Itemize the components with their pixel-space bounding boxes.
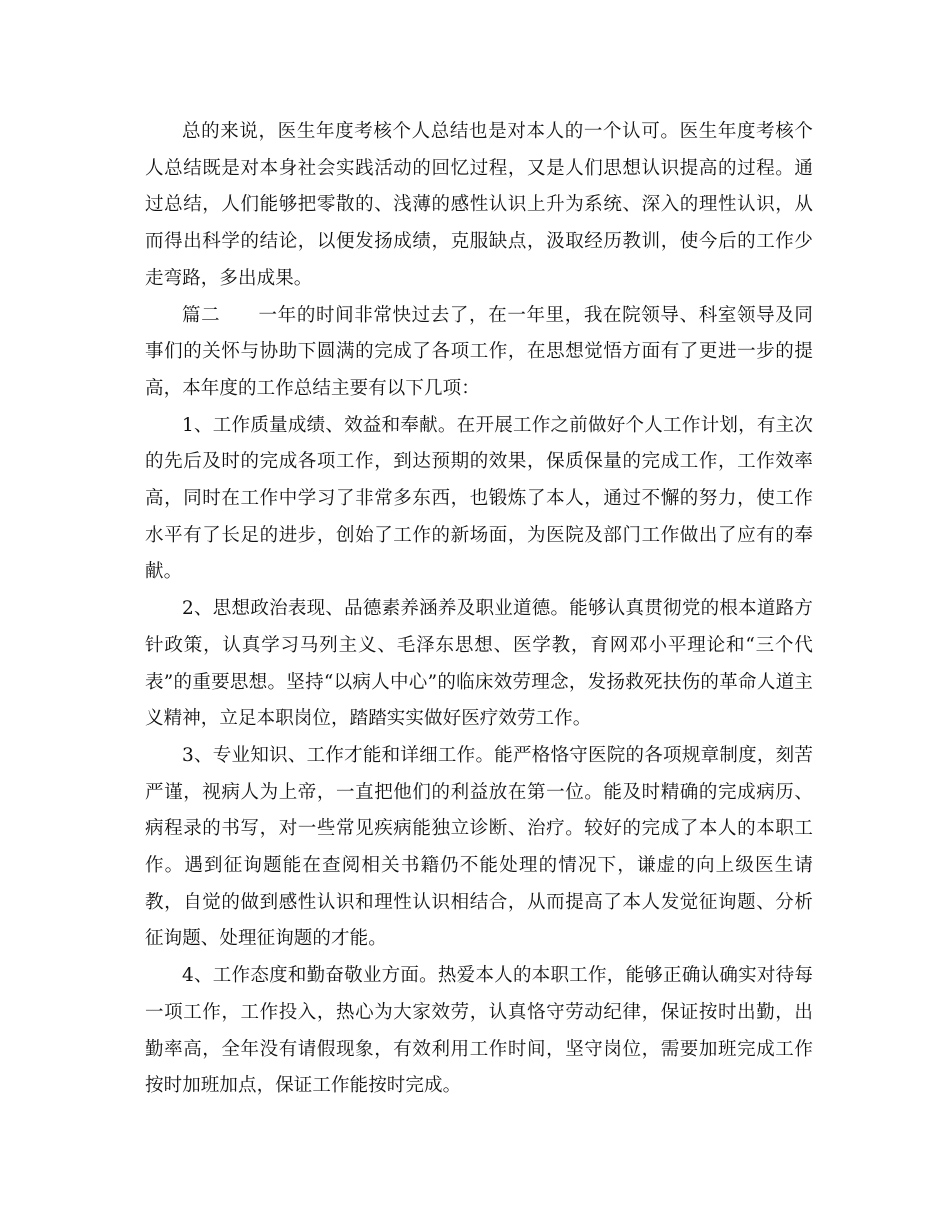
paragraph-item-4: 4、工作态度和勤奋敬业方面。热爱本人的本职工作，能够正确认确实对待每一项工作，工作投入，热心为大家效劳，认真恪守劳动纪律，保证按时出勤，出勤率高，全年没有请假现象，有效利用工作时间，坚守岗位，需要加班完成工作按时加班加点，保证工作能按时完成。: [145, 965, 813, 1097]
paragraph-part-two-intro: 篇二 一年的时间非常快过去了，在一年里，我在院领导、科室领导及同事们的关怀与协助下圆满的完成了各项工作，在思想觉悟方面有了更进一步的提高，本年度的工作总结主要有以下几项：: [145, 304, 813, 399]
paragraph-item-2: 2、思想政治表现、品德素养涵养及职业道德。能够认真贯彻党的根本道路方针政策，认真学习马列主义、毛泽东思想、医学教，育网邓小平理论和“三个代表”的重要思想。坚持“以病人中心”的临床效劳理念，发扬救死扶伤的革命人道主义精神，立足本职岗位，踏踏实实做好医疗效劳工作。: [145, 598, 813, 730]
paragraph-item-1: 1、工作质量成绩、效益和奉献。在开展工作之前做好个人工作计划，有主次的先后及时的完成各项工作，到达预期的效果，保质保量的完成工作，工作效率高，同时在工作中学习了非常多东西，也锻炼了本人，通过不懈的努力，使工作水平有了长足的进步，创始了工作的新场面，为医院及部门工作做出了应有的奉献。: [145, 414, 813, 583]
paragraph-item-3: 3、专业知识、工作才能和详细工作。能严格恪守医院的各项规章制度，刻苦严谨，视病人为上帝，一直把他们的利益放在第一位。能及时精确的完成病历、病程录的书写，对一些常见疾病能独立诊断、治疗。较好的完成了本人的本职工作。遇到征询题能在查阅相关书籍仍不能处理的情况下，谦虚的向上级医生请教，自觉的做到感性认识和理性认识相结合，从而提高了本人发觉征询题、分析征询题、处理征询题的才能。: [145, 744, 813, 950]
paragraph-summary: 总的来说，医生年度考核个人总结也是对本人的一个认可。医生年度考核个人总结既是对本身社会实践活动的回忆过程，又是人们思想认识提高的过程。通过总结，人们能够把零散的、浅薄的感性认识上升为系统、深入的理性认识，从而得出科学的结论，以便发扬成绩，克服缺点，汲取经历教训，使今后的工作少走弯路，多出成果。: [145, 121, 813, 289]
document-body: [145, 114, 813, 1105]
